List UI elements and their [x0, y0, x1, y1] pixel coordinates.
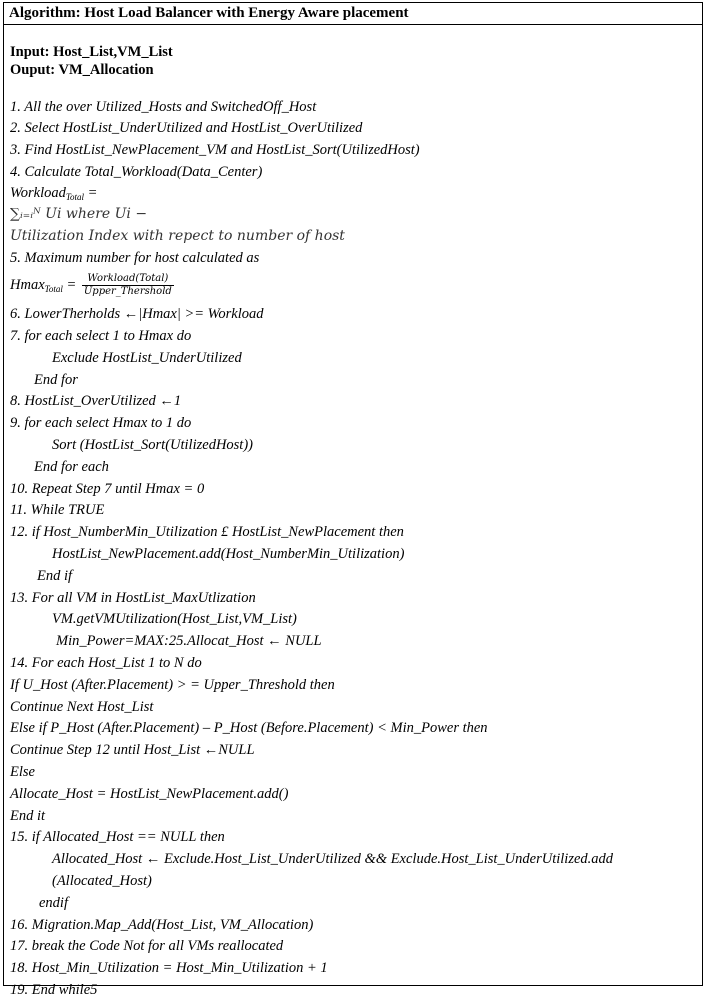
- step-9-end: End for each: [34, 459, 109, 475]
- workload-eq: =: [84, 185, 98, 201]
- step-14-if: If U_Host (After.Placement) > = Upper_Threshold then: [10, 677, 335, 693]
- sum-expression: ∑ᵢ₌ᵢᴺ Ui where Ui −: [10, 206, 148, 222]
- workload-fraction: [82, 273, 174, 298]
- step-15-body-2: (Allocated_Host): [52, 873, 152, 889]
- algorithm-title: Algorithm: Host Load Balancer with Energy Aware placement: [4, 3, 702, 25]
- step-7-end: End for: [34, 372, 78, 388]
- step-11: 11. While TRUE: [10, 502, 105, 518]
- step-13: 13. For all VM in HostList_MaxUtlization: [10, 590, 256, 606]
- step-14-continue: Continue Next Host_List: [10, 699, 154, 715]
- step-19: 19. End while5: [10, 982, 98, 998]
- step-14-continue-12: Continue Step 12 until Host_List ←NULL: [10, 742, 255, 758]
- algorithm-box: [3, 2, 703, 998]
- step-15-body-1: Allocated_Host ← Exclude.Host_List_UnderUtilized && Exclude.Host_List_UnderUtilized.add: [52, 851, 614, 867]
- step-6: 6. LowerTherholds ←|Hmax| >= Workload: [10, 306, 264, 322]
- step-2: 2. Select HostList_UnderUtilized and HostList_OverUtilized: [10, 120, 363, 136]
- step-12-end: End if: [37, 568, 73, 584]
- step-9-body: Sort (HostList_Sort(UtilizedHost)): [52, 437, 253, 453]
- hmax-main: Hmax: [10, 276, 45, 293]
- step-14-else: Else: [10, 764, 35, 780]
- fraction-denominator: Upper_Thershold: [83, 286, 172, 297]
- hmax-eq: =: [62, 276, 80, 293]
- fraction-numerator: Workload(Total): [82, 273, 174, 286]
- step-15: 15. if Allocated_Host == NULL then: [10, 829, 225, 845]
- step-10: 10. Repeat Step 7 until Hmax = 0: [10, 481, 205, 497]
- input-line: Input: Host_List,VM_List: [10, 44, 173, 60]
- step-13-body-2: Min_Power=MAX:25.Allocat_Host ← NULL: [56, 633, 322, 649]
- step-16: 16. Migration.Map_Add(Host_List, VM_Allocation): [10, 917, 314, 933]
- step-1: 1. All the over Utilized_Hosts and SwitchedOff_Host: [10, 99, 317, 115]
- step-7-body: Exclude HostList_UnderUtilized: [52, 350, 242, 366]
- step-14-elseif: Else if P_Host (After.Placement) – P_Host (Before.Placement) < Min_Power then: [10, 720, 488, 736]
- step-17: 17. break the Code Not for all VMs reallocated: [10, 938, 284, 954]
- step-14-end: End it: [10, 808, 46, 824]
- workload-main: Workload: [10, 185, 66, 201]
- output-line: Ouput: VM_Allocation: [10, 62, 154, 78]
- hmax-sub: Total: [44, 283, 63, 294]
- step-15-end: endif: [39, 895, 68, 911]
- workload-sub: Total: [65, 192, 85, 202]
- step-14-allocate: Allocate_Host = HostList_NewPlacement.add(): [10, 786, 289, 802]
- step-9: 9. for each select Hmax to 1 do: [10, 415, 192, 431]
- step-12-body: HostList_NewPlacement.add(Host_NumberMin_Utilization): [52, 546, 405, 562]
- workload-total-label: [10, 184, 97, 206]
- step-12: 12. if Host_NumberMin_Utilization £ HostList_NewPlacement then: [10, 524, 404, 540]
- step-13-body-1: VM.getVMUtilization(Host_List,VM_List): [52, 611, 297, 627]
- step-5: 5. Maximum number for host calculated as: [10, 250, 260, 266]
- step-7: 7. for each select 1 to Hmax do: [10, 328, 192, 344]
- step-3: 3. Find HostList_NewPlacement_VM and HostList_Sort(UtilizedHost): [10, 142, 420, 158]
- hmax-total-equation: [10, 273, 174, 298]
- step-18: 18. Host_Min_Utilization = Host_Min_Utilization + 1: [10, 960, 328, 976]
- utilization-index-text: Utilization Index with repect to number of host: [10, 228, 345, 244]
- step-8: 8. HostList_OverUtilized ←1: [10, 393, 182, 409]
- step-4: 4. Calculate Total_Workload(Data_Center): [10, 164, 263, 180]
- step-14: 14. For each Host_List 1 to N do: [10, 655, 202, 671]
